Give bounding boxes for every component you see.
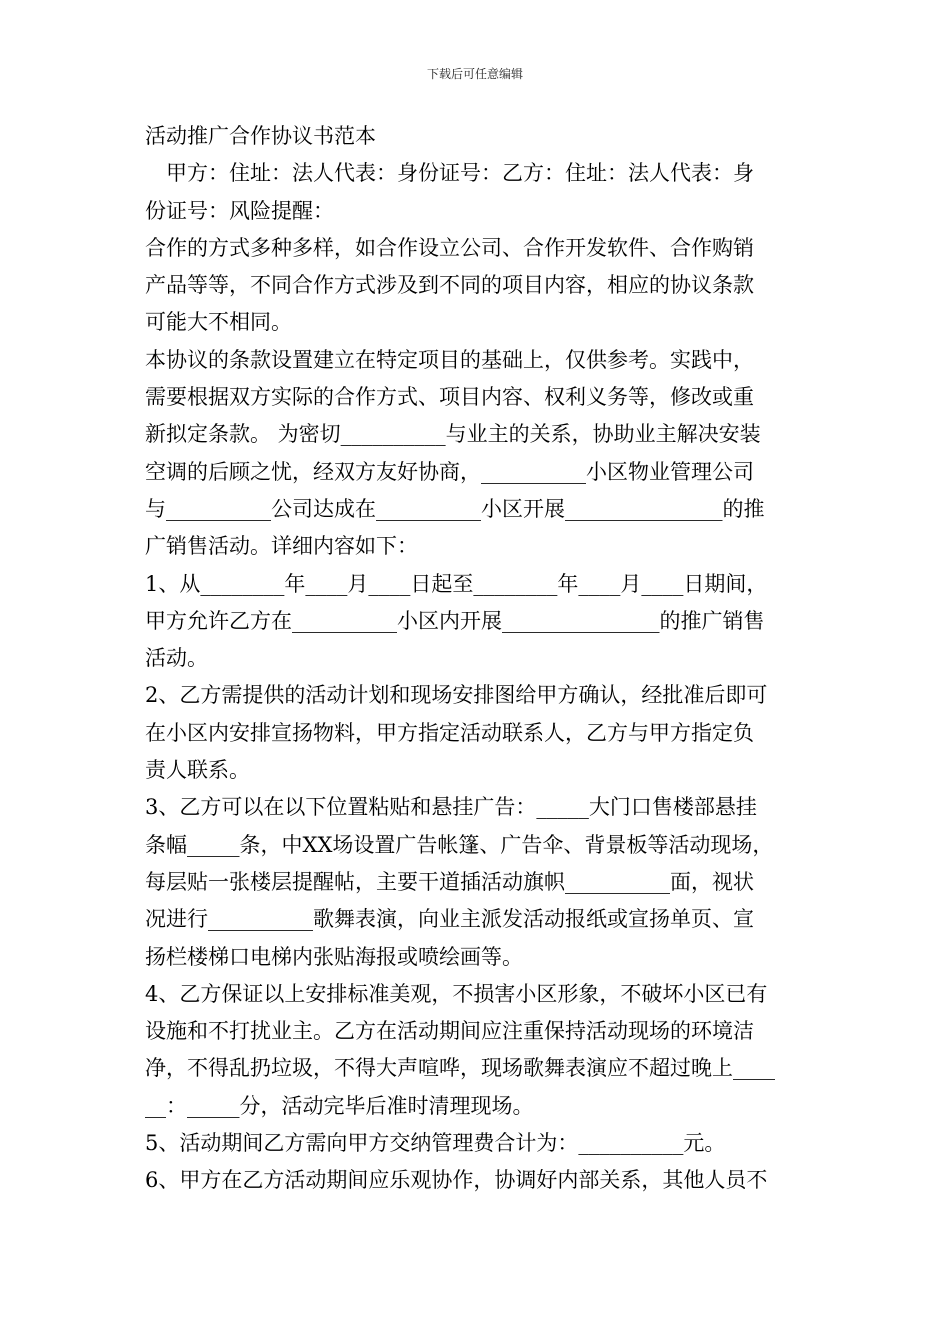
- text-line: 新拟定条款。 为密切__________与业主的关系，协助业主解决安装: [145, 422, 761, 447]
- page-header-note: 下载后可任意编辑: [426, 67, 523, 81]
- text-line: 合作的方式多种多样，如合作设立公司、合作开发软件、合作购销: [145, 235, 754, 260]
- text-line: 空调的后顾之忧，经双方友好协商，__________小区物业管理公司: [145, 459, 754, 484]
- clause-3-line: 3、乙方可以在以下位置粘贴和悬挂广告：_____大门口售楼部悬挂: [145, 795, 757, 820]
- text-line: 扬栏楼梯口电梯内张贴海报或喷绘画等。: [145, 944, 523, 969]
- text-line: 甲方允许乙方在__________小区内开展_______________的推广销售: [145, 608, 765, 633]
- text-line: 责人联系。: [145, 758, 250, 783]
- text-line: 份证号：风险提醒：: [145, 198, 334, 223]
- text-line: 甲方：住址：法人代表：身份证号：乙方：住址：法人代表：身: [145, 161, 754, 186]
- text-line: 条幅_____条，中XX场设置广告帐篷、广告伞、背景板等活动现场，: [145, 832, 774, 857]
- clause-5-line: 5、活动期间乙方需向甲方交纳管理费合计为：__________元。: [145, 1131, 726, 1156]
- clause-1-line: 1、从________年____月____日起至________年____月____日期间，: [145, 571, 768, 596]
- document-body: [145, 118, 809, 1200]
- text-line: 每层贴一张楼层提醒帖，主要干道插活动旗帜__________面，视状: [145, 869, 754, 894]
- text-line: __：_____分，活动完毕后准时清理现场。: [145, 1093, 534, 1118]
- clause-4-line: 4、乙方保证以上安排标准美观，不损害小区形象，不破坏小区已有: [145, 981, 768, 1006]
- text-line: 可能大不相同。: [145, 310, 292, 335]
- text-line: 在小区内安排宣扬物料，甲方指定活动联系人，乙方与甲方指定负: [145, 720, 754, 745]
- text-line: 本协议的条款设置建立在特定项目的基础上，仅供参考。实践中，: [145, 347, 754, 372]
- text-line: 产品等等，不同合作方式涉及到不同的项目内容，相应的协议条款: [145, 273, 754, 298]
- text-line: 需要根据双方实际的合作方式、项目内容、权利义务等，修改或重: [145, 385, 754, 410]
- clause-2-line: 2、乙方需提供的活动计划和现场安排图给甲方确认，经批准后即可: [145, 683, 768, 708]
- document-title: 活动推广合作协议书范本: [145, 124, 376, 148]
- text-line: 活动。: [145, 646, 208, 671]
- text-line: 设施和不打扰业主。乙方在活动期间应注重保持活动现场的环境洁: [145, 1019, 754, 1044]
- text-line: 况进行__________歌舞表演，向业主派发活动报纸或宣扬单页、宣: [145, 907, 754, 932]
- text-line: 广销售活动。详细内容如下：: [145, 534, 418, 559]
- clause-6-line: 6、甲方在乙方活动期间应乐观协作，协调好内部关系，其他人员不: [145, 1168, 768, 1193]
- text-line: 与__________公司达成在__________小区开展_______________的推: [145, 496, 765, 521]
- text-line: 净，不得乱扔垃圾，不得大声喧哗，现场歌舞表演应不超过晚上____: [145, 1056, 775, 1081]
